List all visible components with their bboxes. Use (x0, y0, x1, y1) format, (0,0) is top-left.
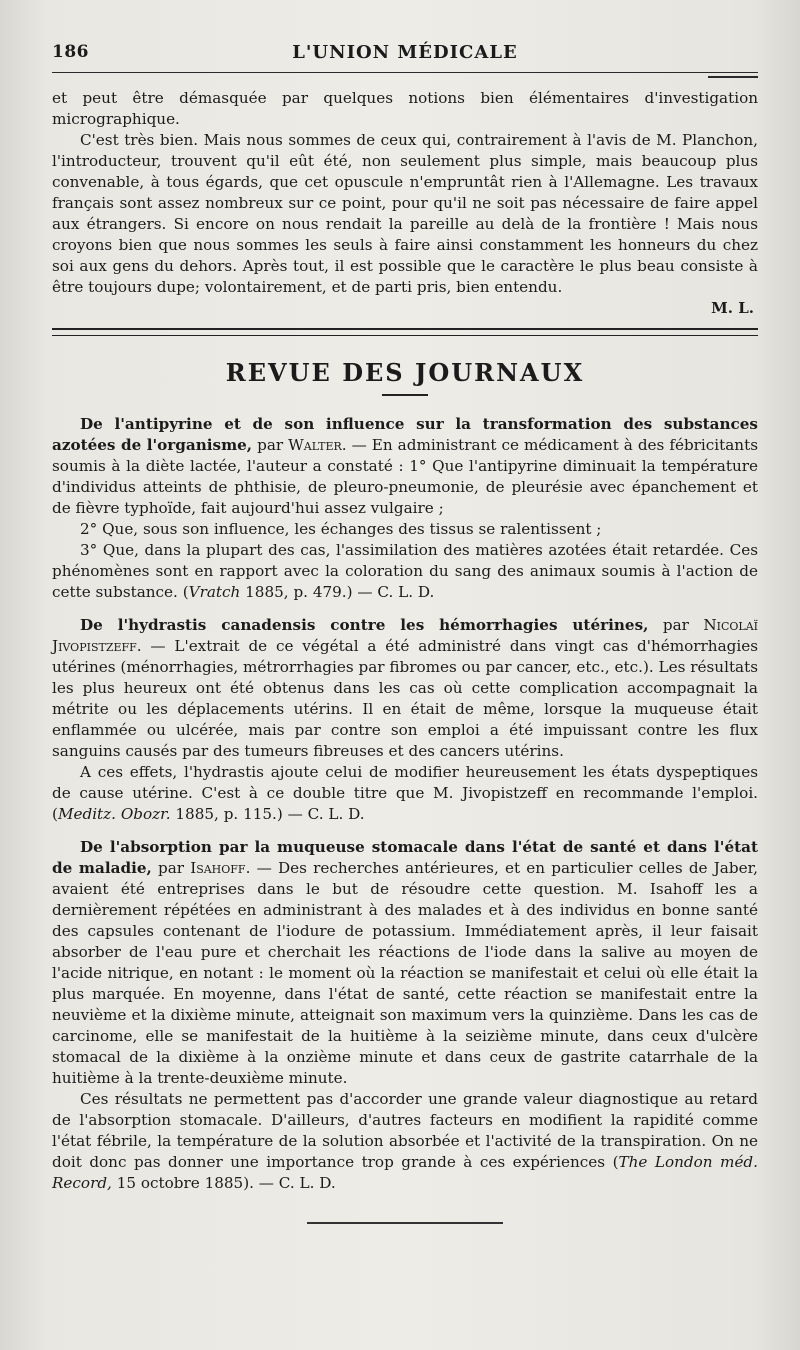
intro-section (52, 88, 758, 319)
article-text: . — En administrant ce médicament à des fébricitants soumis à la diète lactée, l'auteur a constaté : 1° Que l'antipyrine diminuait la température d'individus atteints de phthisie, de pleuro-pneumonie, de pleurésie avec épanchement et de fièvre typhoïde, fait aujourd'hui assez vulgaire ; (52, 436, 758, 517)
article-author: Isahoff (190, 859, 246, 877)
article-absorption (52, 837, 758, 1194)
section-title: REVUE DES JOURNAUX (225, 358, 585, 387)
article-paragraph-last (52, 540, 758, 603)
article-body (52, 615, 758, 762)
header-rule (52, 72, 758, 73)
article-reference: The London méd. Record, (52, 1153, 758, 1192)
article-reference-tail: 1885, p. 115.) — C. L. D. (170, 805, 365, 823)
page-number: 186 (52, 42, 89, 62)
intro-paragraph-2: C'est très bien. Mais nous sommes de ceux qui, contrairement à l'avis de M. Planchon, l'introducteur, trouvent qu'il eût été, non seulement plus simple, mais beaucoup plus convenable, à tous égards, que cet opuscule n'empruntât rien à l'Allemagne. Les travaux français sont assez nombreux sur ce point, pour qu'il ne soit pas nécessaire de faire appel aux étrangers. Si encore on nous rendait la pareille au delà de la frontière ! Mais nous croyons bien que nous sommes les seuls à faire ainsi constamment les honneurs du chez soi aux gens du dehors. Après tout, il est possible que le caractère le plus beau consiste à être toujours dupe; volontairement, et de parti pris, bien entendu. (52, 131, 758, 296)
article-title: De l'antipyrine et de son influence sur la transformation des substances azotées de l'organisme, (52, 415, 758, 454)
article-antipyrine (52, 414, 758, 603)
article-reference-tail: 15 octobre 1885). — C. L. D. (111, 1174, 336, 1192)
header-rule-tail (708, 76, 758, 78)
article-title: De l'hydrastis canadensis contre les hémorrhagies utérines, (80, 616, 649, 634)
end-rule (307, 1222, 503, 1224)
intro-paragraph-1: et peut être démasquée par quelques notions bien élémentaires d'investigation micrographique. (52, 89, 758, 128)
article-reference-tail: 1885, p. 479.) — C. L. D. (240, 583, 435, 601)
page-header (52, 34, 758, 78)
article-author: Nicolaï Jivopistzeff (52, 616, 758, 655)
article-reference: Meditz. Obozr. (57, 805, 171, 823)
section-divider (52, 328, 758, 336)
article-reference: Vratch (188, 583, 241, 601)
article-text: . — Des recherches antérieures, et en particulier celles de Jaber, avaient été entreprises dans le but de résoudre cette question. M. Isahoff les a dernièrement répétées en administrant à des malades et à des individus en bonne santé des capsules contenant de l'iodure de potassium. Immédiatement après, il leur faisait absorber de l'eau pure et cherchait les réactions de l'iode dans la salive au moyen de l'acide nitrique, en notant : le moment où la réaction se manifestait et celui où elle était la plus marquée. En moyenne, dans l'état de santé, cette réaction se manifestait entre la neuvième et la dixième minute, atteignait son maximum vers la quinzième. Dans les cas de carcinome, elle se manifestait de la huitième à la seizième minute, dans ceux d'ulcère stomacal de la dixième à la onzième minute et dans ceux de gastrite catarrhale de la huitième à la trente-deuxième minute. (52, 859, 758, 1087)
section-title-rule (382, 394, 428, 396)
article-by: par (151, 859, 191, 877)
article-author: Walter (288, 436, 342, 454)
article-hydrastis (52, 615, 758, 825)
article-last-text: A ces effets, l'hydrastis ajoute celui de modifier heureusement les états dyspeptiques de cause utérine. C'est à ce double titre que M. Jivopistzeff en recommande l'emploi. ( (52, 763, 758, 823)
article-paragraph-last (52, 762, 758, 825)
article-last-text: 3° Que, dans la plupart des cas, l'assimilation des matières azotées était retardée. Ces phénomènes sont en rapport avec la coloration du sang des animaux soumis à l'action de cette substance. ( (52, 541, 758, 601)
article-text: . — L'extrait de ce végétal a été administré dans vingt cas d'hémorrhagies utérines (ménorrhagies, métrorrhagies par fibromes ou par cancer, etc., etc.). Les résultats les plus heureux ont été obtenus dans les cas où cette complication accompagnait la métrite ou les déplacements utérins. Il en était de même, lorsque la muqueuse était enflammée ou ulcérée, mais par contre son emploi a été impuissant contre les flux sanguins causés par des tumeurs fibreuses et des cancers utérins. (52, 637, 758, 760)
running-title: L'UNION MÉDICALE (292, 42, 518, 63)
article-body (52, 837, 758, 1089)
article-paragraph-last (52, 1089, 758, 1194)
article-by: par (252, 436, 289, 454)
article-paragraph: 2° Que, sous son influence, les échanges des tissus se ralentissent ; (80, 520, 602, 538)
article-title: De l'absorption par la muqueuse stomacale dans l'état de santé et dans l'état de maladie, (52, 838, 758, 877)
article-last-text: Ces résultats ne permettent pas d'accorder une grande valeur diagnostique au retard de l'absorption stomacale. D'ailleurs, d'autres facteurs en modifient la rapidité comme l'état fébrile, la température de la solution absorbée et l'activité de la transpiration. On ne doit donc pas donner une importance trop grande à ces expériences ( (52, 1090, 758, 1171)
article-body (52, 414, 758, 519)
article-by: par (648, 616, 704, 634)
signature: M. L. (711, 299, 754, 317)
